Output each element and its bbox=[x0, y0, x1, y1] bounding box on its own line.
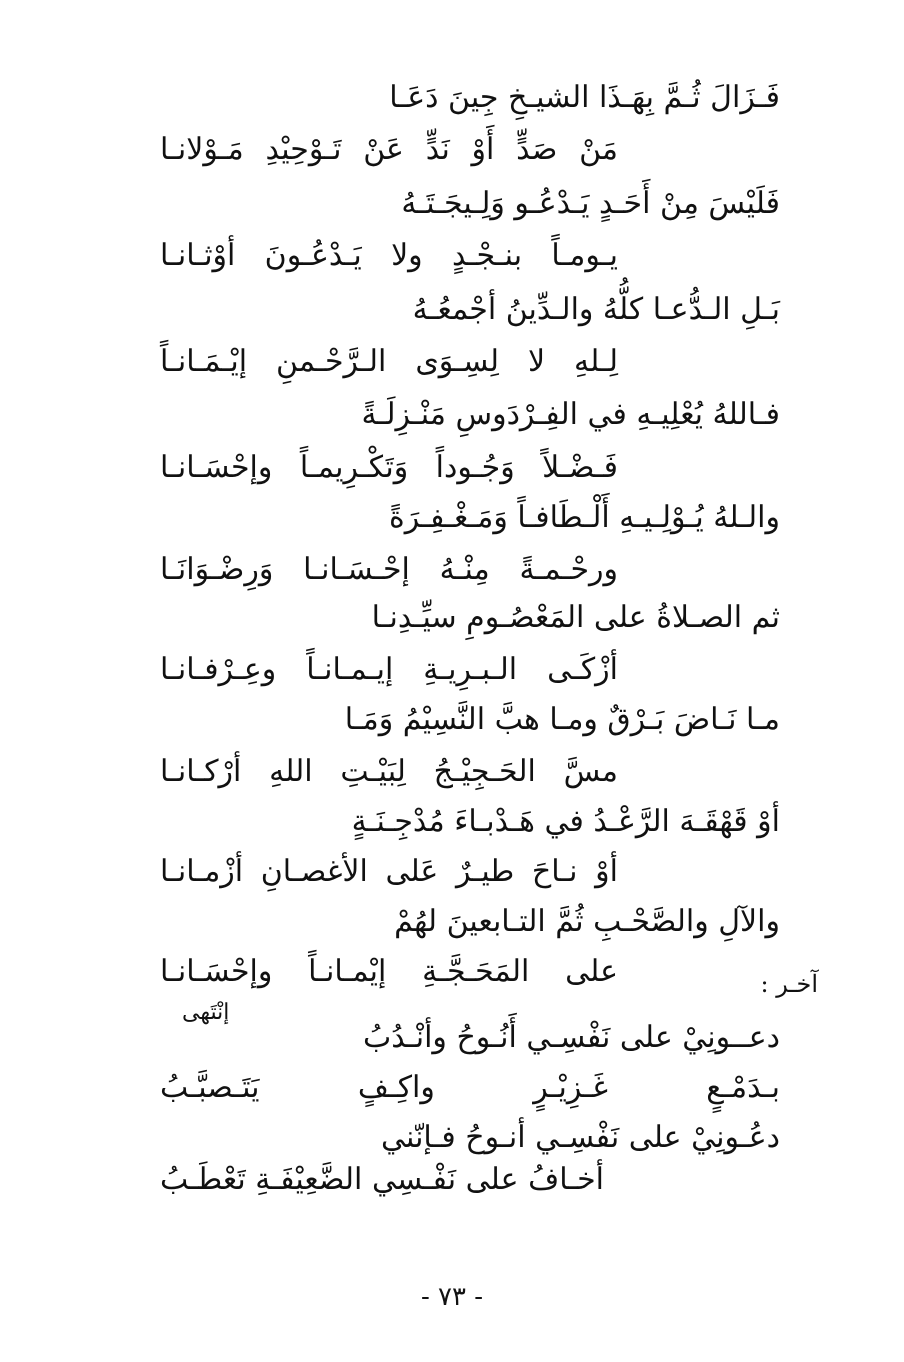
verse-line: مـا نَـاضَ بَـرْقٌ ومـا هبَّ النَّسِيْمُ وَمَـا bbox=[344, 702, 780, 737]
verse-line: بـدَمْـعٍ غَـزِيْـرٍ واكِـفٍ يَتَـصبَّـبُ bbox=[160, 1070, 780, 1105]
verse-line: ورحْـمـةً مِنْـهُ إحْـسَـانـا وَرِضْـوَانَـا bbox=[160, 552, 618, 587]
verse-line: لِـلهِ لا لِسِـوَى الـرَّحْـمنِ إيْـمَـانـاً bbox=[160, 344, 618, 379]
verse-line: مَنْ صَدٍّ أَوْ نَدٍّ عَنْ تَـوْحِيْدِ مَـوْلانـا bbox=[160, 132, 618, 167]
verse-line: يـومـاً بنـجْـدٍ ولا يَـدْعُـونَ أوْثـانـا bbox=[160, 238, 618, 273]
verse-line: فَـزَالَ ثُـمَّ بِهَـذَا الشيـخِ جِينَ دَعَـا bbox=[389, 80, 780, 115]
verse-line: دعُـونِيْ على نَفْسِـي أنـوحُ فـإنّني bbox=[381, 1120, 780, 1155]
verse-line: ثم الصـلاةُ على المَعْصُـومِ سيِّـدِنـا bbox=[371, 600, 780, 635]
end-label: إنْتَهى bbox=[182, 1000, 230, 1025]
page-number: - ٧٣ - bbox=[420, 1282, 484, 1312]
verse-line: مسَّ الحَـجِيْـجُ لِبَيْـتِ اللهِ أرْكـانـا bbox=[160, 754, 618, 789]
verse-line: والآلِ والصَّحْـبِ ثُمَّ التـابعينَ لهُمْ bbox=[394, 904, 780, 939]
verse-line: أوْ نـاحَ طيـرٌ عَلى الأغصـانِ أزْمـانـا bbox=[160, 854, 618, 889]
verse-line: بَـلِ الـدُّعـا كلُّهُ والـدِّينُ أجْمعُـهُ bbox=[412, 292, 780, 327]
verse-line: فَلَيْسَ مِنْ أَحَـدٍ يَـدْعُـو وَلِـيجَـتَـهُ bbox=[401, 186, 780, 221]
verse-line: والـلهُ يُـوْلِـيـهِ أَلْـطَافـاً وَمَـغْـفِـرَةً bbox=[389, 500, 780, 535]
verse-line: دعــونِيْ على نَفْسِـي أَنُـوحُ وأنْـدُبُ bbox=[362, 1020, 780, 1055]
verse-line: على المَحَـجَّـةِ إيْمـانـاً وإحْسَـانـا bbox=[160, 954, 618, 989]
verse-line: أزْكَـى الـبـرِيـةِ إيـمـانـاً وعِـرْفـانـا bbox=[160, 652, 618, 687]
verse-line: فـاللهُ يُعْلِيـهِ في الفِـرْدَوسِ مَنْـزِلَـةً bbox=[361, 397, 780, 432]
verse-line: فَـضْـلاً وَجُـوداً وَتَكْـرِيمـاً وإحْسَـانـا bbox=[160, 450, 618, 485]
verse-line: أوْ قَهْقَـهَ الرَّعْـدُ في هَـدْبـاءَ مُدْجِـنَـةٍ bbox=[351, 804, 780, 839]
section-label: آخـر : bbox=[760, 970, 818, 998]
verse-line: أخـافُ على نَفْـسِي الضَّعِيْفَـةِ تَعْطَـبُ bbox=[160, 1162, 604, 1197]
